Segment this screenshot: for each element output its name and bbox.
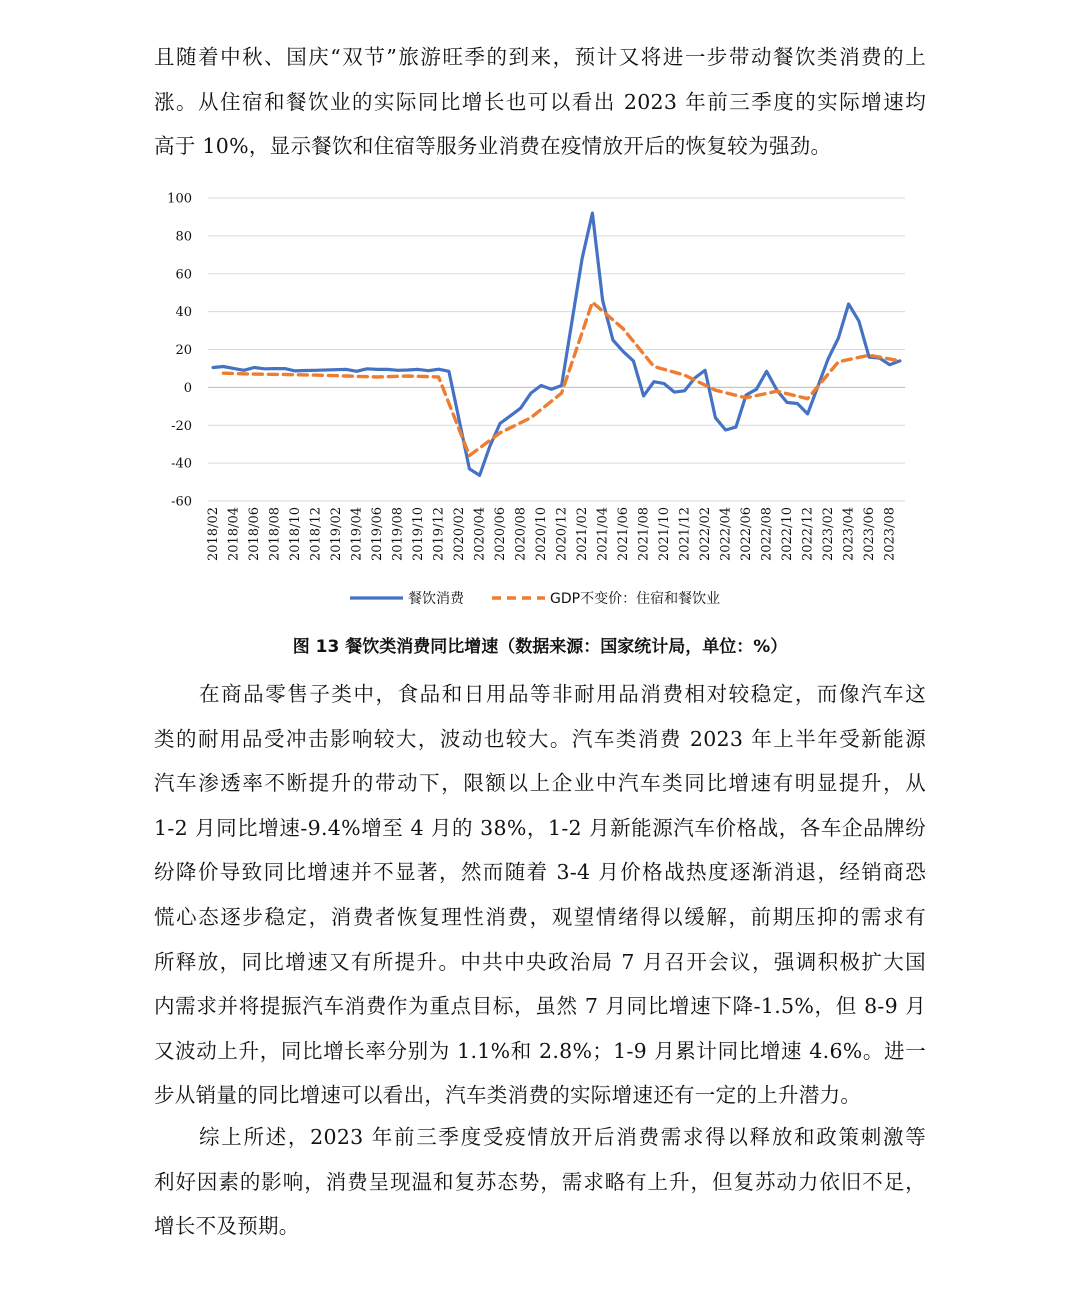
text-line: 1-2 月同比增速-9.4%增至 4 月的 38%，1-2 月新能源汽车价格战，各车企品牌纷 [154, 815, 926, 840]
x-tick-label: 2021/04 [595, 507, 611, 562]
x-tick-label: 2020/04 [472, 507, 488, 562]
x-tick-label: 2021/06 [616, 507, 632, 562]
x-tick-label: 2020/12 [554, 507, 570, 562]
y-tick-label: 40 [175, 305, 192, 321]
x-tick-label: 2022/02 [698, 507, 714, 562]
x-tick-label: 2023/04 [841, 507, 857, 562]
paragraph-summary [154, 1115, 926, 1249]
y-tick-label: 100 [167, 191, 192, 207]
x-tick-label: 2019/08 [390, 507, 406, 562]
x-tick-label: 2022/04 [718, 507, 734, 562]
x-tick-label: 2019/10 [411, 507, 427, 562]
x-tick-label: 2018/12 [308, 507, 324, 562]
y-tick-label: -40 [171, 456, 192, 472]
text-line: 纷降价导致同比增速并不显著，然而随着 3-4 月价格战热度逐渐消退，经销商恐 [154, 860, 926, 885]
y-tick-label: -60 [171, 494, 192, 510]
text-line: 综上所述，2023 年前三季度受疫情放开后消费需求得以释放和政策刺激等 [199, 1125, 926, 1149]
x-tick-label: 2018/06 [247, 507, 263, 562]
x-tick-label: 2019/12 [431, 507, 447, 562]
text-line: 内需求并将提振汽车消费作为重点目标，虽然 7 月同比增速下降-1.5%，但 8-9 月 [154, 994, 926, 1019]
x-tick-label: 2018/02 [206, 507, 222, 562]
x-tick-label: 2018/08 [267, 507, 283, 562]
x-tick-label: 2022/12 [800, 507, 816, 562]
x-tick-label: 2020/08 [513, 507, 529, 562]
x-tick-label: 2021/12 [677, 507, 693, 562]
paragraph-auto-consumption [154, 672, 926, 1118]
x-tick-label: 2021/08 [636, 507, 652, 562]
x-tick-label: 2020/10 [534, 507, 550, 562]
x-tick-label: 2021/10 [657, 507, 673, 562]
x-tick-label: 2022/10 [780, 507, 796, 562]
text-line: 步从销量的同比增速可以看出，汽车类消费的实际增速还有一定的上升潜力。 [154, 1083, 862, 1108]
text-line: 类的耐用品受冲击影响较大，波动也较大。汽车类消费 2023 年上半年受新能源 [154, 726, 926, 751]
x-tick-label: 2023/08 [882, 507, 898, 562]
x-tick-label: 2020/06 [493, 507, 509, 562]
y-tick-label: 60 [175, 267, 192, 283]
text-line: 涨。从住宿和餐饮业的实际同比增长也可以看出 2023 年前三季度的实际增速均 [154, 89, 926, 114]
text-line: 所释放，同比增速又有所提升。中共中央政治局 7 月召开会议，强调积极扩大国 [154, 949, 926, 974]
text-line: 增长不及预期。 [154, 1214, 300, 1239]
text-line: 又波动上升，同比增长率分别为 1.1%和 2.8%；1-9 月累计同比增速 4.6%。进一 [154, 1038, 926, 1063]
x-tick-label: 2022/08 [759, 507, 775, 562]
y-tick-label: -20 [171, 418, 192, 434]
text-line: 且随着中秋、国庆“双节”旅游旺季的到来，预计又将进一步带动餐饮类消费的上 [154, 45, 926, 69]
x-tick-label: 2018/04 [226, 507, 242, 562]
paragraph-continuation [154, 35, 926, 169]
x-tick-label: 2019/06 [370, 507, 386, 562]
text-line: 慌心态逐步稳定，消费者恢复理性消费，观望情绪得以缓解，前期压抑的需求有 [154, 904, 926, 929]
legend-label-gdp: GDP不变价：住宿和餐饮业 [550, 591, 721, 607]
legend-label-catering: 餐饮消费 [408, 591, 464, 607]
line-chart [150, 180, 930, 620]
text-line: 在商品零售子类中，食品和日用品等非耐用品消费相对较稳定，而像汽车这 [199, 682, 926, 706]
x-tick-label: 2023/02 [821, 507, 837, 562]
x-tick-label: 2018/10 [288, 507, 304, 562]
text-line: 利好因素的影响，消费呈现温和复苏态势，需求略有上升，但复苏动力依旧不足， [154, 1169, 926, 1194]
x-tick-label: 2021/02 [575, 507, 591, 562]
x-tick-label: 2020/02 [452, 507, 468, 562]
x-tick-label: 2022/06 [739, 507, 755, 562]
y-tick-label: 0 [183, 380, 192, 396]
text-line: 高于 10%，显示餐饮和住宿等服务业消费在疫情放开后的恢复较为强劲。 [154, 134, 832, 159]
x-tick-label: 2019/04 [349, 507, 365, 562]
y-tick-label: 80 [175, 229, 192, 245]
text-line: 汽车渗透率不断提升的带动下，限额以上企业中汽车类同比增速有明显提升，从 [154, 771, 926, 796]
x-tick-label: 2023/06 [862, 507, 878, 562]
y-tick-label: 20 [175, 343, 192, 358]
figure-caption: 图 13 餐饮类消费同比增速（数据来源：国家统计局，单位：%） [292, 637, 788, 657]
x-tick-label: 2019/02 [329, 507, 345, 562]
series-line-catering-consumption [213, 213, 900, 475]
